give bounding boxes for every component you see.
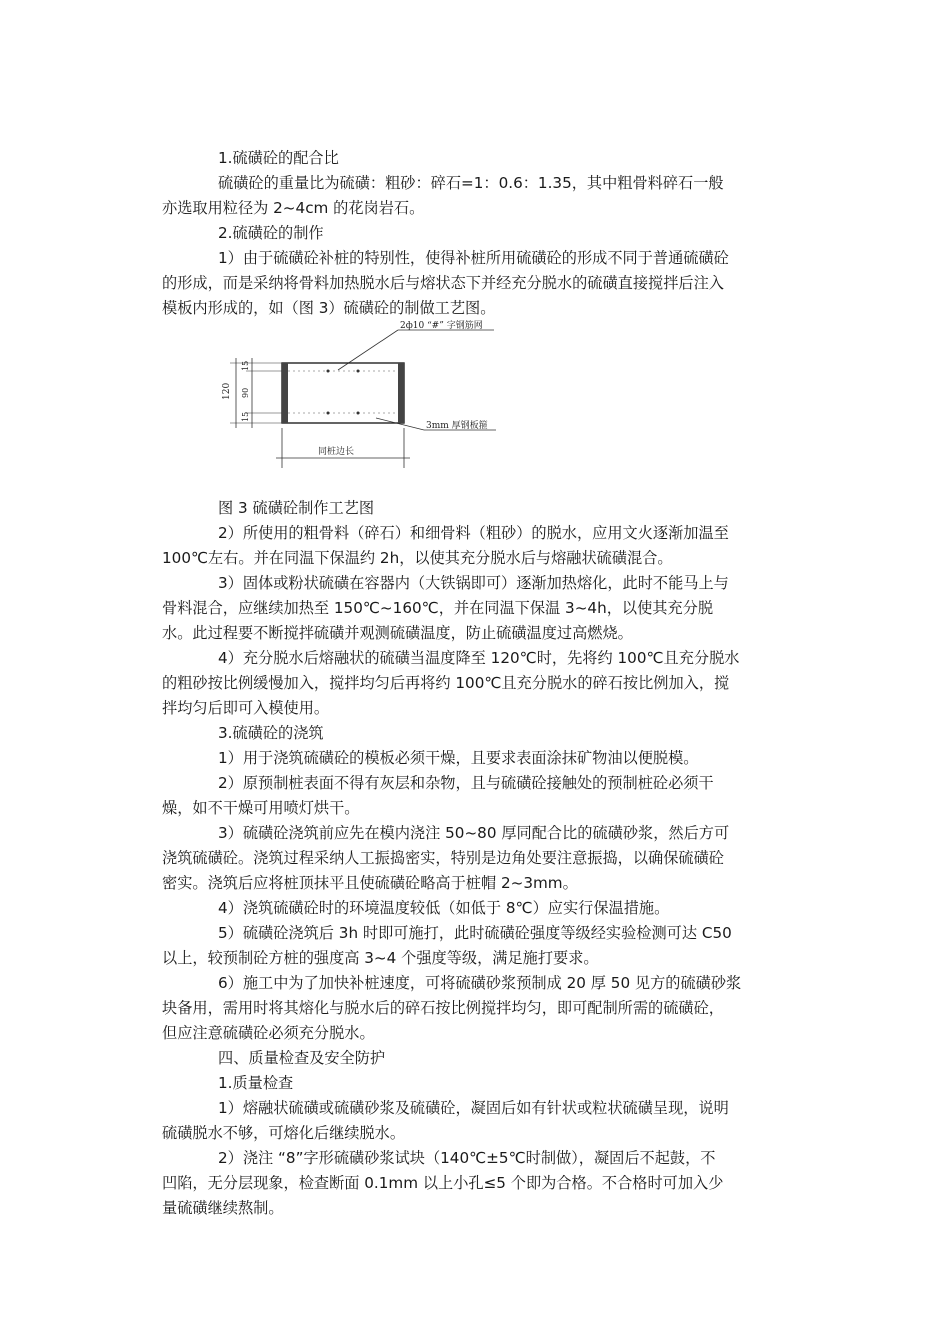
paragraph-line: 凹陷，无分层现象，检查断面 0.1mm 以上小孔≤5 个即为合格。不合格时可加入少 [162,1174,724,1192]
dim-bottom-label: 15 [241,411,250,422]
paragraph-line: 3）硫磺砼浇筑前应先在模内浇注 50~80 厚同配合比的硫磺砂浆，然后方可 [218,824,730,842]
paragraph-line: 拌均匀后即可入模使用。 [162,699,330,717]
figure-3-and-rest [162,496,792,1221]
section-4-heading: 四、质量检查及安全防护 [218,1049,386,1067]
figure-caption: 图 3 硫磺砼制作工艺图 [218,499,375,517]
right-steel-plate [398,363,404,423]
section-4-subheading: 1.质量检查 [218,1074,294,1092]
paragraph-line: 量硫磺继续熬制。 [162,1199,284,1217]
formwork-diagram [216,318,516,478]
steel-plate-label: 3mm 厚钢板箍 [426,421,488,431]
paragraph-line: 密实。浇筑后应将桩顶抹平且使硫磺砼略高于桩帽 2~3mm。 [162,874,578,892]
dim-mid-label: 90 [241,387,250,398]
paragraph-line: 水。此过程要不断搅拌硫磺并观测硫磺温度，防止硫磺温度过高燃烧。 [162,624,633,642]
paragraph-line: 2）原预制桩表面不得有灰层和杂物，且与硫磺砼接触处的预制桩砼必须干 [218,774,714,792]
paragraph-line: 但应注意硫磺砼必须充分脱水。 [162,1024,375,1042]
paragraph-line: 浇筑硫磺砼。浇筑过程采纳人工振捣密实，特别是边角处要注意振捣，以确保硫磺砼 [162,849,724,867]
paragraph-line: 1）熔融状硫磺或硫磺砂浆及硫磺砼，凝固后如有针状或粒状硫磺呈现，说明 [218,1099,729,1117]
paragraph-line: 2）浇注 “8”字形硫磺砂浆试块（140℃±5℃时制做），凝固后不起鼓，不 [218,1149,716,1167]
paragraph-line: 5）硫磺砼浇筑后 3h 时即可施打，此时硫磺砼强度等级经实验检测可达 C50 [218,924,732,942]
paragraph-line: 模板内形成的，如（图 3）硫磺砼的制做工艺图。 [162,299,496,317]
paragraph-line: 6）施工中为了加快补桩速度，可将硫磺砂浆预制成 20 厚 50 见方的硫磺砂浆 [218,974,742,992]
paragraph-line: 2）所使用的粗骨料（碎石）和细骨料（粗砂）的脱水，应用文火逐渐加温至 [218,524,729,542]
paragraph-line: 4）浇筑硫磺砼时的环境温度较低（如低于 8℃）应实行保温措施。 [218,899,670,917]
left-steel-plate [282,363,288,423]
dim-top-label: 15 [241,360,250,371]
rebar-mesh-label: 2ф10 “#” 字钢筋网 [400,321,483,331]
paragraph-line: 以上，较预制砼方桩的强度高 3~4 个强度等级，满足施打要求。 [162,949,599,967]
paragraph-line: 1）用于浇筑硫磺砼的模板必须干燥，且要求表面涂抹矿物油以便脱模。 [218,749,699,767]
section-2-heading: 2.硫磺砼的制作 [218,224,324,242]
paragraph-line: 3）固体或粉状硫磺在容器内（大铁锅即可）逐渐加热熔化，此时不能马上与 [218,574,729,592]
paragraph-line: 燥，如不干燥可用喷灯烘干。 [162,799,360,817]
width-label: 同桩边长 [318,447,355,457]
paragraph-line: 的粗砂按比例缓慢加入，搅拌均匀后再将约 100℃且充分脱水的碎石按比例加入，搅 [162,674,730,692]
paragraph-line: 骨料混合，应继续加热至 150℃~160℃，并在同温下保温 3~4h，以使其充分脱 [162,599,714,617]
dim-total-label: 120 [222,382,232,400]
paragraph-line: 1）由于硫磺砼补桩的特别性，使得补桩所用硫磺砼的形成不同于普通硫磺砼 [218,249,729,267]
section-1-heading: 1.硫磺砼的配合比 [218,149,339,167]
formwork-box [282,363,404,423]
paragraph-line: 亦选取用粒径为 2~4cm 的花岗岩石。 [162,199,425,217]
figure-3-drawing [216,318,516,478]
section-1 [162,146,792,321]
paragraph-line: 100℃左右。并在同温下保温约 2h，以使其充分脱水后与熔融状硫磺混合。 [162,549,673,567]
paragraph-line: 块备用，需用时将其熔化与脱水后的碎石按比例搅拌均匀，即可配制所需的硫磺砼， [162,999,724,1017]
section-3-heading: 3.硫磺砼的浇筑 [218,724,324,742]
paragraph-line: 硫磺砼的重量比为硫磺：粗砂：碎石=1：0.6：1.35，其中粗骨料碎石一般 [218,174,724,192]
paragraph-line: 4）充分脱水后熔融状的硫磺当温度降至 120℃时，先将约 100℃且充分脱水 [218,649,740,667]
paragraph-line: 的形成，而是采纳将骨料加热脱水后与熔状态下并经充分脱水的硫磺直接搅拌后注入 [162,274,724,292]
paragraph-line: 硫磺脱水不够，可熔化后继续脱水。 [162,1124,405,1142]
